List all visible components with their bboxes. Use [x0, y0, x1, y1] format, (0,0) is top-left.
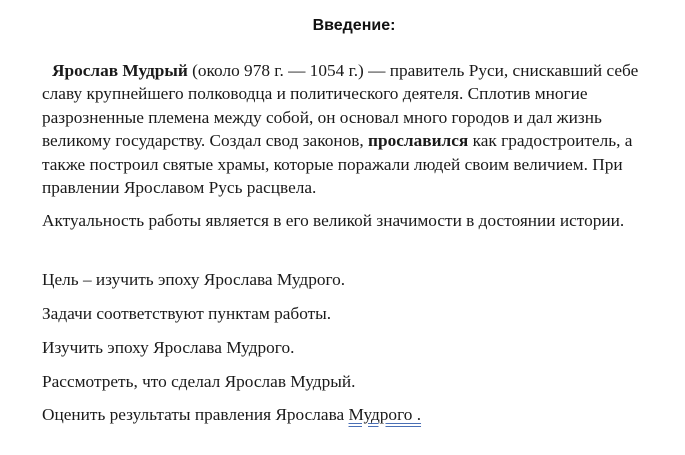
goal-paragraph: Цель – изучить эпоху Ярослава Мудрого. [42, 270, 346, 289]
evaluate-prefix: Оценить результаты правления Ярослава [42, 405, 349, 424]
spellcheck-underlined-word[interactable]: Мудрого . [348, 405, 422, 424]
tasks-paragraph: Задачи соответствуют пунктам работы. [42, 304, 332, 323]
study-paragraph: Изучить эпоху Ярослава Мудрого. [42, 338, 295, 357]
section-heading: Введение: [312, 17, 396, 34]
actuality-paragraph: Актуальность работы является в его великой значимости в достоянии истории. [42, 211, 625, 230]
intro-bold-word: прославился [368, 131, 469, 151]
intro-name-bold: Ярослав Мудрый [52, 61, 188, 80]
evaluate-paragraph [42, 403, 642, 427]
intro-text-part1: (около 978 г. — 1054 г.) — правитель Руси, снискавший себе славу крупнейшего полководца и политического деятеля. Сплотив многие разрозненные племена между собой, он основал много городов и дал жизнь великому государству. Создал свод законов, [42, 61, 639, 151]
review-paragraph: Рассмотреть, что сделал Ярослав Мудрый. [42, 372, 356, 391]
intro-paragraph [42, 59, 666, 199]
intro-text-part2: как градостроитель, а также построил святые храмы, которые поражали людей своим величием. При правлении Ярославом Русь расцвела. [42, 131, 633, 198]
